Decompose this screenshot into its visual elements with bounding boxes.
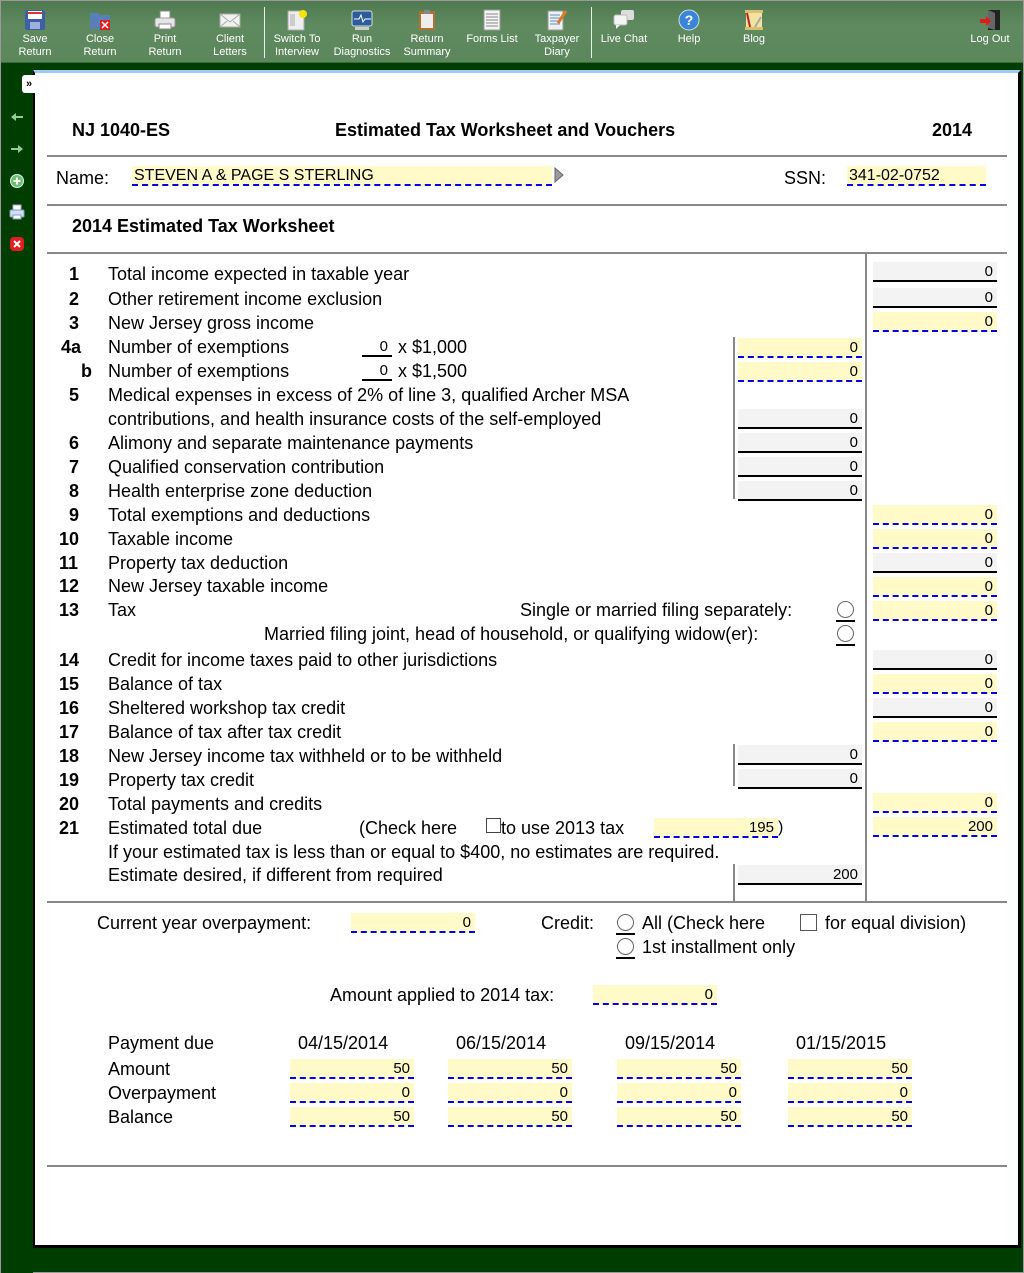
line-19-label: Property tax credit bbox=[108, 770, 255, 790]
line-4a-label: Number of exemptions bbox=[108, 337, 290, 357]
use-2013-tax-checkbox[interactable] bbox=[486, 818, 501, 833]
first-installment-label: 1st installment only bbox=[642, 937, 796, 957]
line-number: 6 bbox=[69, 433, 80, 453]
main-toolbar bbox=[1, 1, 1023, 63]
taxpayer-diary-button[interactable] bbox=[526, 7, 588, 59]
equal-division-label: for equal division) bbox=[825, 913, 967, 933]
credit-all-radio[interactable] bbox=[617, 914, 634, 931]
line-number: 9 bbox=[69, 505, 80, 525]
mid-column-divider-c bbox=[733, 864, 735, 901]
installment-4-overpayment[interactable]: 0 bbox=[788, 1083, 912, 1103]
print-return-label: Print bbox=[153, 33, 177, 45]
installment-4-date: 01/15/2015 bbox=[796, 1033, 887, 1053]
line-13-label: Tax bbox=[108, 600, 137, 620]
diagnostics-monitor-icon bbox=[351, 9, 373, 31]
line-10-label: Taxable income bbox=[108, 529, 234, 549]
line-3-value[interactable]: 0 bbox=[873, 312, 997, 332]
filing-status-joint-radio[interactable] bbox=[837, 625, 854, 642]
print-icon[interactable] bbox=[9, 204, 25, 220]
notepad-pencil-icon bbox=[546, 9, 568, 31]
filing-status-joint-label: Married filing joint, head of household, or qualifying widow(er): bbox=[264, 624, 759, 644]
switch-to-interview-label-2: Interview bbox=[274, 46, 320, 58]
return-summary-label-2: Summary bbox=[403, 46, 451, 58]
installment-3-overpayment[interactable]: 0 bbox=[617, 1083, 741, 1103]
line-number: 15 bbox=[59, 674, 80, 694]
save-return-button[interactable] bbox=[4, 7, 66, 59]
schedule-bottom-divider bbox=[47, 1165, 1007, 1167]
folder-close-icon bbox=[89, 9, 111, 31]
name-label: Name: bbox=[56, 168, 110, 188]
radio-underline bbox=[616, 933, 635, 935]
print-return-label-2: Return bbox=[148, 46, 182, 58]
delete-icon[interactable] bbox=[9, 236, 25, 252]
form-year: 2014 bbox=[932, 120, 973, 140]
exit-door-icon bbox=[979, 9, 1001, 31]
use-prior-year-suffix: to use 2013 tax bbox=[501, 818, 625, 838]
envelope-icon bbox=[219, 9, 241, 31]
filing-status-single-radio[interactable] bbox=[837, 601, 854, 618]
amount-row-label: Amount bbox=[108, 1059, 171, 1079]
line-number: 19 bbox=[59, 770, 80, 790]
line-2-label: Other retirement income exclusion bbox=[108, 289, 383, 309]
balance-row-label: Balance bbox=[108, 1107, 174, 1127]
line-number: 1 bbox=[69, 264, 80, 284]
section-title: 2014 Estimated Tax Worksheet bbox=[72, 216, 335, 236]
line-number: 5 bbox=[69, 385, 80, 405]
help-label: Help bbox=[677, 33, 701, 45]
add-icon[interactable] bbox=[9, 173, 25, 189]
run-diagnostics-button[interactable] bbox=[331, 7, 393, 59]
switch-to-interview-label: Switch To bbox=[273, 33, 321, 45]
line-4b-count[interactable]: 0 bbox=[362, 361, 392, 381]
line-21-value[interactable]: 200 bbox=[873, 817, 997, 837]
chat-bubbles-icon bbox=[613, 9, 635, 31]
overpayment-row-label: Overpayment bbox=[108, 1083, 217, 1103]
line-4b-label: Number of exemptions bbox=[108, 361, 290, 381]
form-title: Estimated Tax Worksheet and Vouchers bbox=[335, 120, 676, 140]
line-9-label: Total exemptions and deductions bbox=[108, 505, 371, 525]
installment-1-overpayment[interactable]: 0 bbox=[290, 1083, 414, 1103]
log-out-label: Log Out bbox=[970, 33, 1010, 45]
line-number: 8 bbox=[69, 481, 80, 501]
line-17-label: Balance of tax after tax credit bbox=[108, 722, 342, 742]
taxpayer-diary-label-2: Diary bbox=[544, 46, 570, 58]
print-return-button[interactable] bbox=[134, 7, 196, 59]
estimate-desired-field[interactable]: 200 bbox=[738, 865, 862, 885]
line-9-value[interactable]: 0 bbox=[873, 505, 997, 525]
installment-2-amount[interactable]: 50 bbox=[448, 1059, 572, 1079]
live-chat-button[interactable] bbox=[593, 7, 655, 59]
return-summary-button[interactable] bbox=[396, 7, 458, 59]
forms-list-label: Forms List bbox=[466, 33, 518, 45]
line-4a-multiplier: x $1,000 bbox=[398, 337, 468, 357]
printer-icon bbox=[154, 9, 176, 31]
installment-1-date: 04/15/2014 bbox=[298, 1033, 389, 1053]
installment-4-amount[interactable]: 50 bbox=[788, 1059, 912, 1079]
return-summary-label: Return bbox=[410, 33, 444, 45]
blog-label: Blog bbox=[742, 33, 766, 45]
worksheet-bottom-divider bbox=[47, 901, 1007, 903]
line-5-value[interactable]: 0 bbox=[738, 409, 862, 429]
client-letters-label-2: Letters bbox=[213, 46, 247, 58]
list-document-icon bbox=[481, 9, 503, 31]
line-6-value[interactable]: 0 bbox=[738, 433, 862, 453]
amount-applied-field[interactable]: 0 bbox=[593, 985, 717, 1005]
line-8-value[interactable]: 0 bbox=[738, 481, 862, 501]
amount-applied-label: Amount applied to 2014 tax: bbox=[330, 985, 555, 1005]
line-number: b bbox=[81, 361, 92, 381]
line-7-value[interactable]: 0 bbox=[738, 457, 862, 477]
toolbar-separator-2 bbox=[591, 7, 592, 58]
line-number: 10 bbox=[59, 529, 80, 549]
line-number: 14 bbox=[59, 650, 80, 670]
line-number: 20 bbox=[59, 794, 80, 814]
line-10-value[interactable]: 0 bbox=[873, 529, 997, 549]
line-17-value[interactable]: 0 bbox=[873, 722, 997, 742]
line-5-label-continued: contributions, and health insurance costs of the self-employed bbox=[108, 409, 602, 429]
expand-panel-toggle[interactable]: » bbox=[22, 75, 36, 93]
ssn-label: SSN: bbox=[784, 168, 827, 188]
radio-underline bbox=[616, 957, 635, 959]
form-id: NJ 1040-ES bbox=[72, 120, 171, 140]
section-divider bbox=[47, 252, 1007, 254]
installment-1-balance[interactable]: 50 bbox=[290, 1107, 414, 1127]
filing-status-single-label: Single or married filing separately: bbox=[520, 600, 793, 620]
line-12-value[interactable]: 0 bbox=[873, 577, 997, 597]
line-number: 12 bbox=[59, 576, 80, 596]
line-4b-multiplier: x $1,500 bbox=[398, 361, 468, 381]
equal-division-checkbox[interactable] bbox=[800, 914, 817, 931]
credit-all-label: All (Check here bbox=[642, 913, 766, 933]
line-18-value[interactable]: 0 bbox=[738, 745, 862, 765]
client-letters-label: Client bbox=[215, 33, 245, 45]
line-4a-value[interactable]: 0 bbox=[738, 338, 862, 358]
line-19-value[interactable]: 0 bbox=[738, 769, 862, 789]
close-return-label-2: Return bbox=[83, 46, 117, 58]
right-column-divider bbox=[865, 254, 867, 901]
credit-first-installment-radio[interactable] bbox=[617, 938, 634, 955]
line-number: 4a bbox=[61, 337, 82, 357]
log-out-button[interactable] bbox=[959, 7, 1021, 59]
name-expand-arrow-icon[interactable] bbox=[554, 167, 564, 188]
installment-2-balance[interactable]: 50 bbox=[448, 1107, 572, 1127]
line-5-label: Medical expenses in excess of 2% of line 3, qualified Archer MSA bbox=[108, 385, 630, 405]
installment-3-date: 09/15/2014 bbox=[625, 1033, 716, 1053]
run-diagnostics-label-2: Diagnostics bbox=[333, 46, 391, 58]
ssn-field[interactable]: 341-02-0752 bbox=[847, 166, 986, 186]
toolbar-separator bbox=[264, 7, 265, 58]
line-1-value[interactable]: 0 bbox=[873, 262, 997, 282]
save-return-label-2: Return bbox=[18, 46, 52, 58]
name-divider bbox=[47, 204, 1007, 206]
credit-label: Credit: bbox=[541, 913, 595, 933]
line-20-value[interactable]: 0 bbox=[873, 793, 997, 813]
estimate-desired-label: Estimate desired, if different from required bbox=[108, 865, 443, 885]
payment-due-label: Payment due bbox=[108, 1033, 215, 1053]
left-sidebar bbox=[1, 63, 33, 1273]
header-divider bbox=[47, 155, 1007, 157]
save-return-label: Save bbox=[22, 33, 48, 45]
estimate-note: If your estimated tax is less than or equal to $400, no estimates are required. bbox=[108, 842, 720, 862]
line-number: 17 bbox=[59, 722, 80, 742]
mid-column-divider-a bbox=[733, 337, 735, 499]
line-12-label: New Jersey taxable income bbox=[108, 576, 329, 596]
line-8-label: Health enterprise zone deduction bbox=[108, 481, 373, 501]
line-number: 2 bbox=[69, 289, 80, 309]
help-question-icon bbox=[678, 9, 700, 31]
line-number: 11 bbox=[59, 553, 79, 573]
blog-button[interactable] bbox=[723, 7, 785, 59]
line-number: 21 bbox=[59, 818, 80, 838]
line-number: 18 bbox=[59, 746, 80, 766]
line-3-label: New Jersey gross income bbox=[108, 313, 315, 333]
line-4a-count[interactable]: 0 bbox=[362, 337, 392, 357]
interview-page-icon bbox=[286, 9, 308, 31]
line-11-label: Property tax deduction bbox=[108, 553, 289, 573]
client-letters-button[interactable] bbox=[199, 7, 261, 59]
overpayment-field[interactable]: 0 bbox=[351, 913, 475, 933]
scroll-quill-icon bbox=[743, 9, 765, 31]
line-1-label: Total income expected in taxable year bbox=[108, 264, 410, 284]
switch-to-interview-button[interactable] bbox=[266, 7, 328, 59]
line-14-label: Credit for income taxes paid to other jurisdictions bbox=[108, 650, 498, 670]
line-15-label: Balance of tax bbox=[108, 674, 223, 694]
line-4b-value[interactable]: 0 bbox=[738, 362, 862, 382]
overpayment-label: Current year overpayment: bbox=[97, 913, 312, 933]
installment-3-amount[interactable]: 50 bbox=[617, 1059, 741, 1079]
line-number: 16 bbox=[59, 698, 80, 718]
installment-2-date: 06/15/2014 bbox=[456, 1033, 547, 1053]
installment-1-amount[interactable]: 50 bbox=[290, 1059, 414, 1079]
line-number: 7 bbox=[69, 457, 80, 477]
taxpayer-diary-label: Taxpayer bbox=[534, 33, 580, 45]
forms-list-button[interactable] bbox=[461, 7, 523, 59]
line-20-label: Total payments and credits bbox=[108, 794, 323, 814]
live-chat-label: Live Chat bbox=[600, 33, 648, 45]
line-14-value[interactable]: 0 bbox=[873, 650, 997, 670]
use-prior-year-prefix: (Check here bbox=[359, 818, 458, 838]
line-7-label: Qualified conservation contribution bbox=[108, 457, 385, 477]
line-11-value[interactable]: 0 bbox=[873, 553, 997, 573]
floppy-disk-icon bbox=[24, 9, 46, 31]
line-number: 13 bbox=[59, 600, 80, 620]
line-13-value[interactable]: 0 bbox=[873, 601, 997, 621]
close-return-label: Close bbox=[85, 33, 115, 45]
run-diagnostics-label: Run bbox=[351, 33, 373, 45]
radio-underline bbox=[836, 644, 855, 646]
name-field[interactable]: STEVEN A & PAGE S STERLING bbox=[132, 166, 552, 186]
help-button[interactable] bbox=[658, 7, 720, 59]
line-15-value[interactable]: 0 bbox=[873, 674, 997, 694]
svg-text:?: ? bbox=[684, 12, 694, 28]
form-panel bbox=[33, 70, 1021, 1248]
line-number: 3 bbox=[69, 313, 80, 333]
installment-3-balance[interactable]: 50 bbox=[617, 1107, 741, 1127]
mid-column-divider-b bbox=[733, 744, 735, 786]
back-arrow-icon[interactable] bbox=[9, 109, 25, 125]
line-2-value[interactable]: 0 bbox=[873, 288, 997, 308]
clipboard-icon bbox=[416, 9, 438, 31]
prior-year-tax-field[interactable]: 195 bbox=[654, 818, 778, 838]
line-16-label: Sheltered workshop tax credit bbox=[108, 698, 346, 718]
line-16-value[interactable]: 0 bbox=[873, 698, 997, 718]
radio-underline bbox=[836, 620, 855, 622]
line-21-label: Estimated total due bbox=[108, 818, 263, 838]
line-6-label: Alimony and separate maintenance payments bbox=[108, 433, 474, 453]
installment-4-balance[interactable]: 50 bbox=[788, 1107, 912, 1127]
line-18-label: New Jersey income tax withheld or to be withheld bbox=[108, 746, 503, 766]
close-paren: ) bbox=[778, 819, 784, 836]
close-return-button[interactable] bbox=[69, 7, 131, 59]
installment-2-overpayment[interactable]: 0 bbox=[448, 1083, 572, 1103]
forward-arrow-icon[interactable] bbox=[9, 141, 25, 157]
